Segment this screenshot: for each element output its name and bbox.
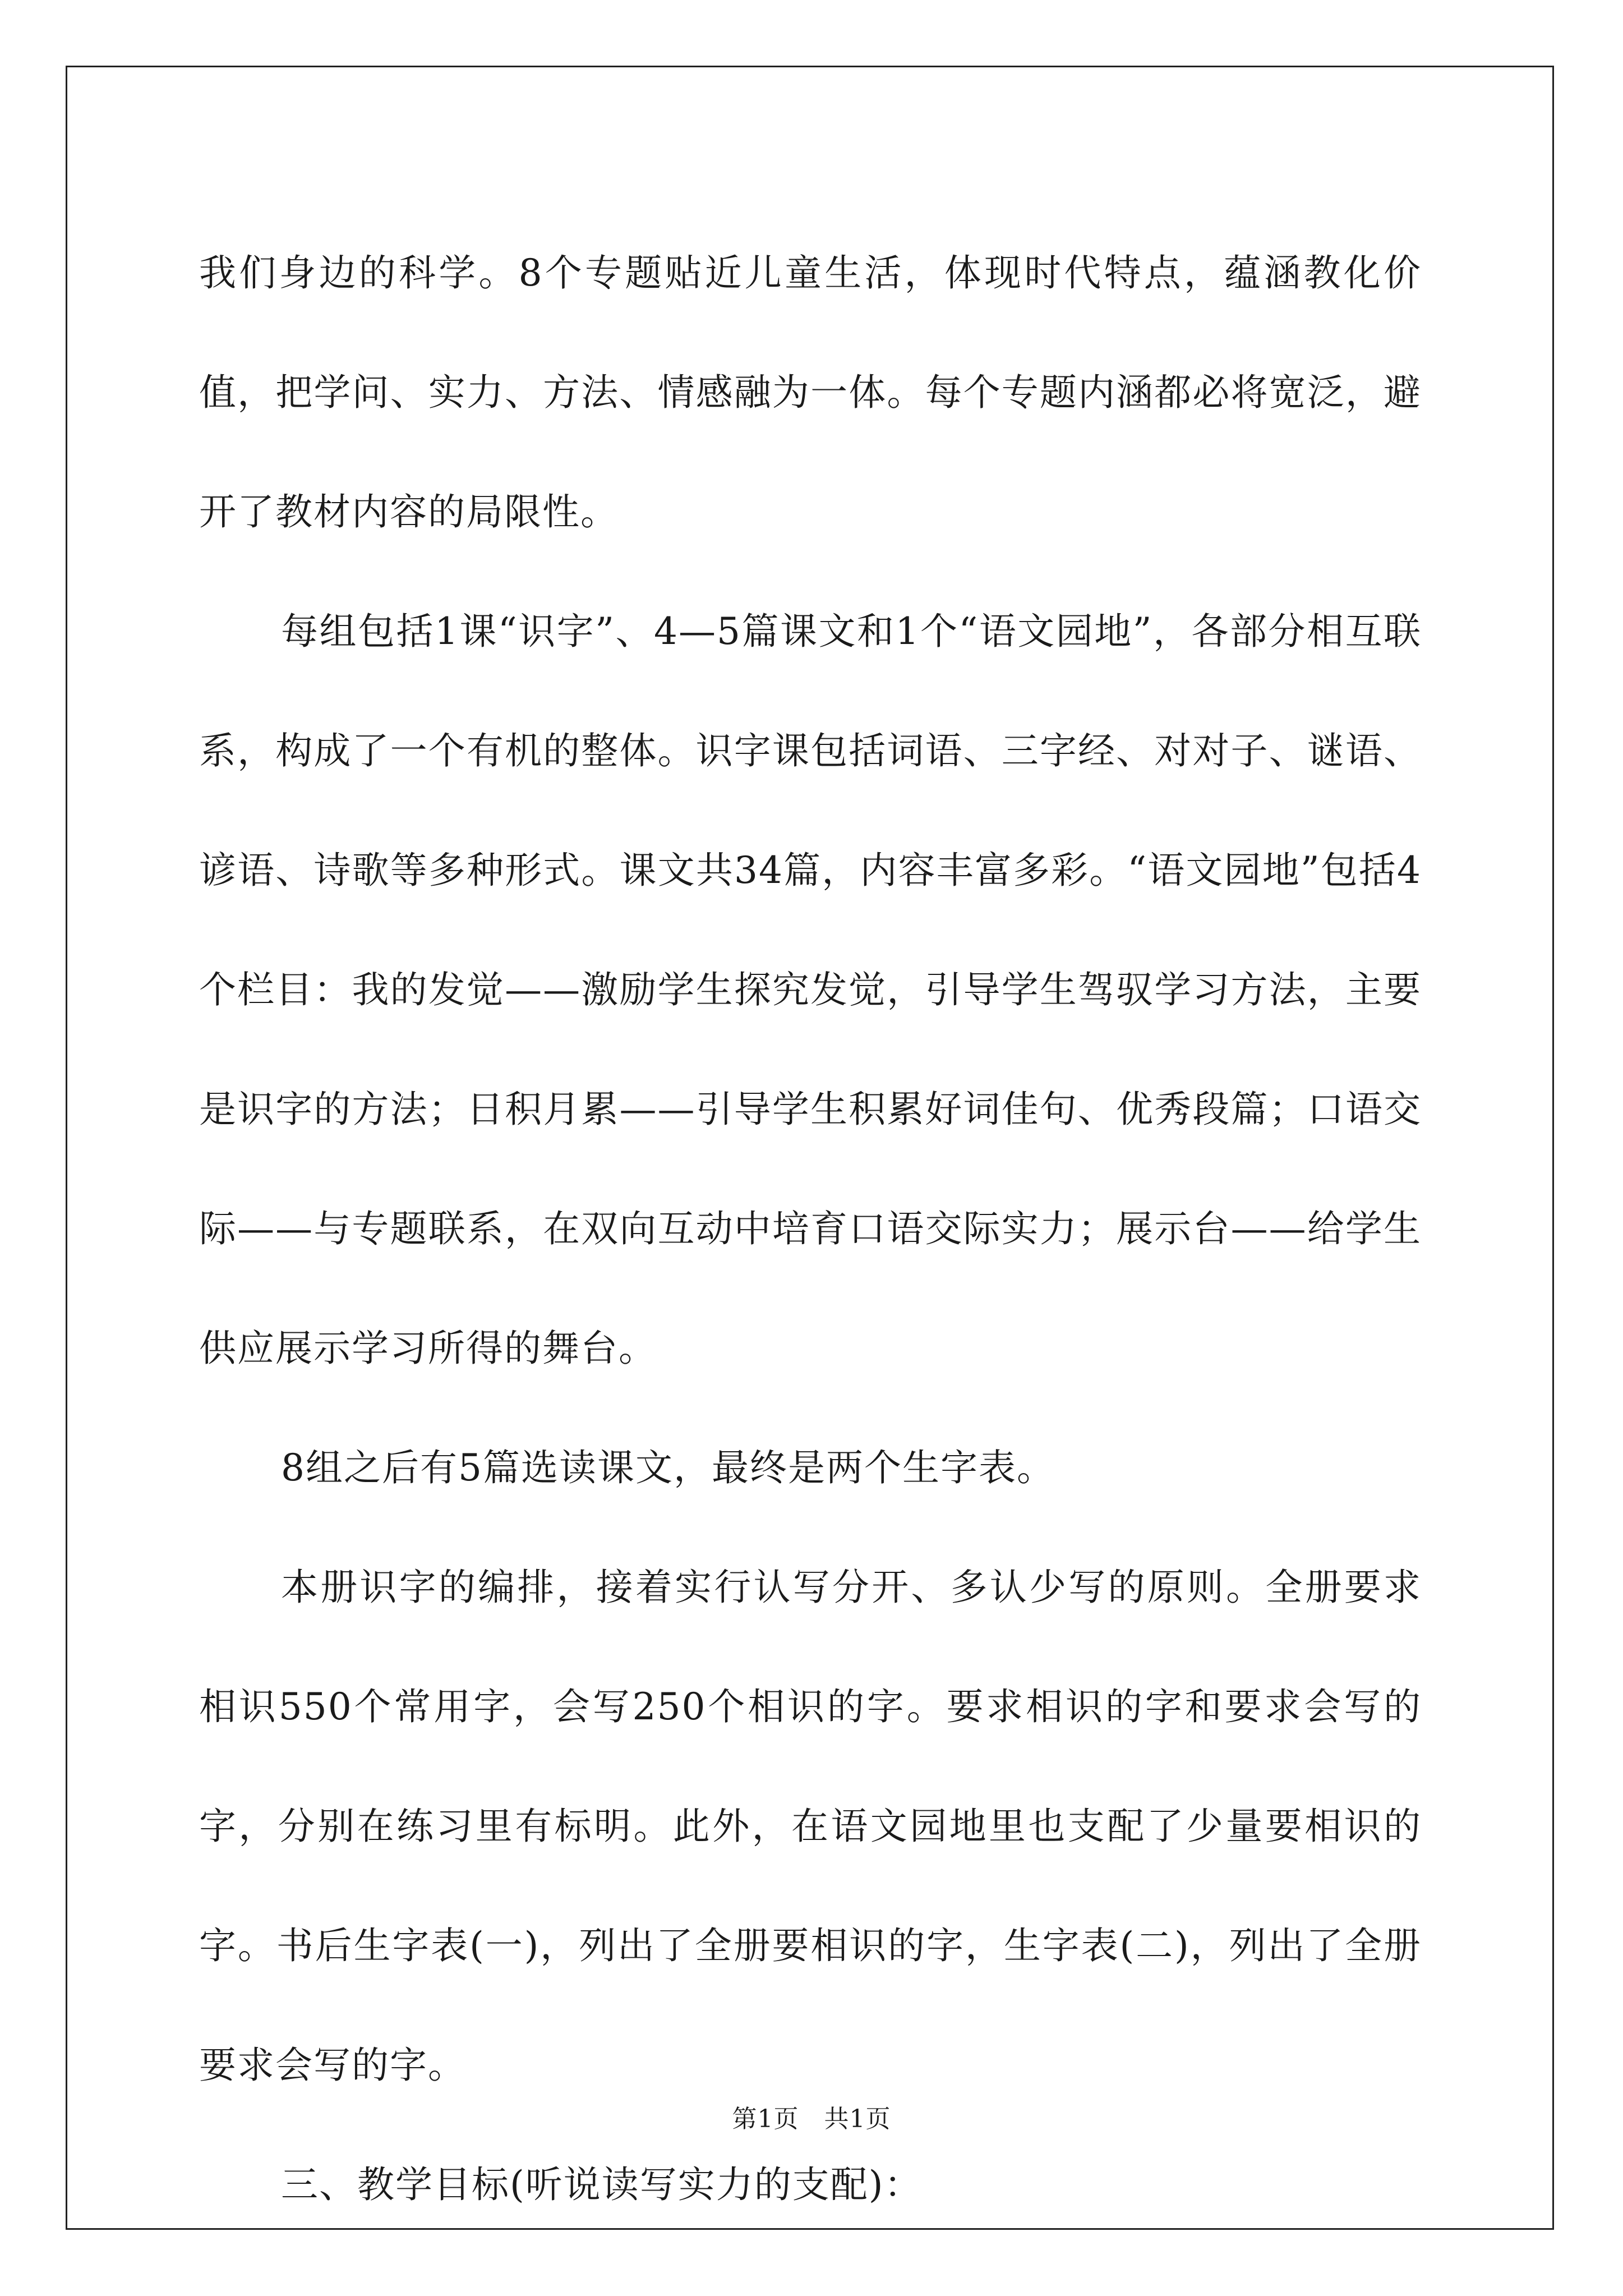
paragraph-4: 本册识字的编排，接着实行认写分开、多认少写的原则。全册要求相识550个常用字，会写250个相识的字。要求相识的字和要求会写的字，分别在练习里有标明。此外，在语文园地里也支配了少量要相识的字。书后生字表(一)，列出了全册要相识的字，生字表(二)，列出了全册要求会写的字。 — [199, 1566, 1422, 2087]
section-heading: 三、教学目标(听说读写实力的支配)： — [281, 2163, 923, 2206]
document-body — [199, 213, 1422, 2244]
paragraph-3: 8组之后有5篇选读课文，最终是两个生字表。 — [281, 1446, 1055, 1489]
paragraph-1: 我们身边的科学。8个专题贴近儿童生活，体现时代特点，蕴涵教化价值，把学问、实力、方法、情感融为一体。每个专题内涵都必将宽泛，避开了教材内容的局限性。 — [199, 251, 1422, 533]
paragraph-2: 每组包括1课“识字”、4—5篇课文和1个“语文园地”，各部分相互联系，构成了一个有机的整体。识字课包括词语、三字经、对对子、谜语、谚语、诗歌等多种形式。课文共34篇，内容丰富多彩。“语文园地”包括4个栏目：我的发觉——激励学生探究发觉，引导学生驾驭学习方法，主要是识字的方法；日积月累——引导学生积累好词佳句、优秀段篇；口语交际——与专题联系，在双向互动中培育口语交际实力；展示台——给学生供应展示学习所得的舞台。 — [199, 610, 1422, 1370]
page-number: 第1页 共1页 — [732, 2105, 891, 2133]
